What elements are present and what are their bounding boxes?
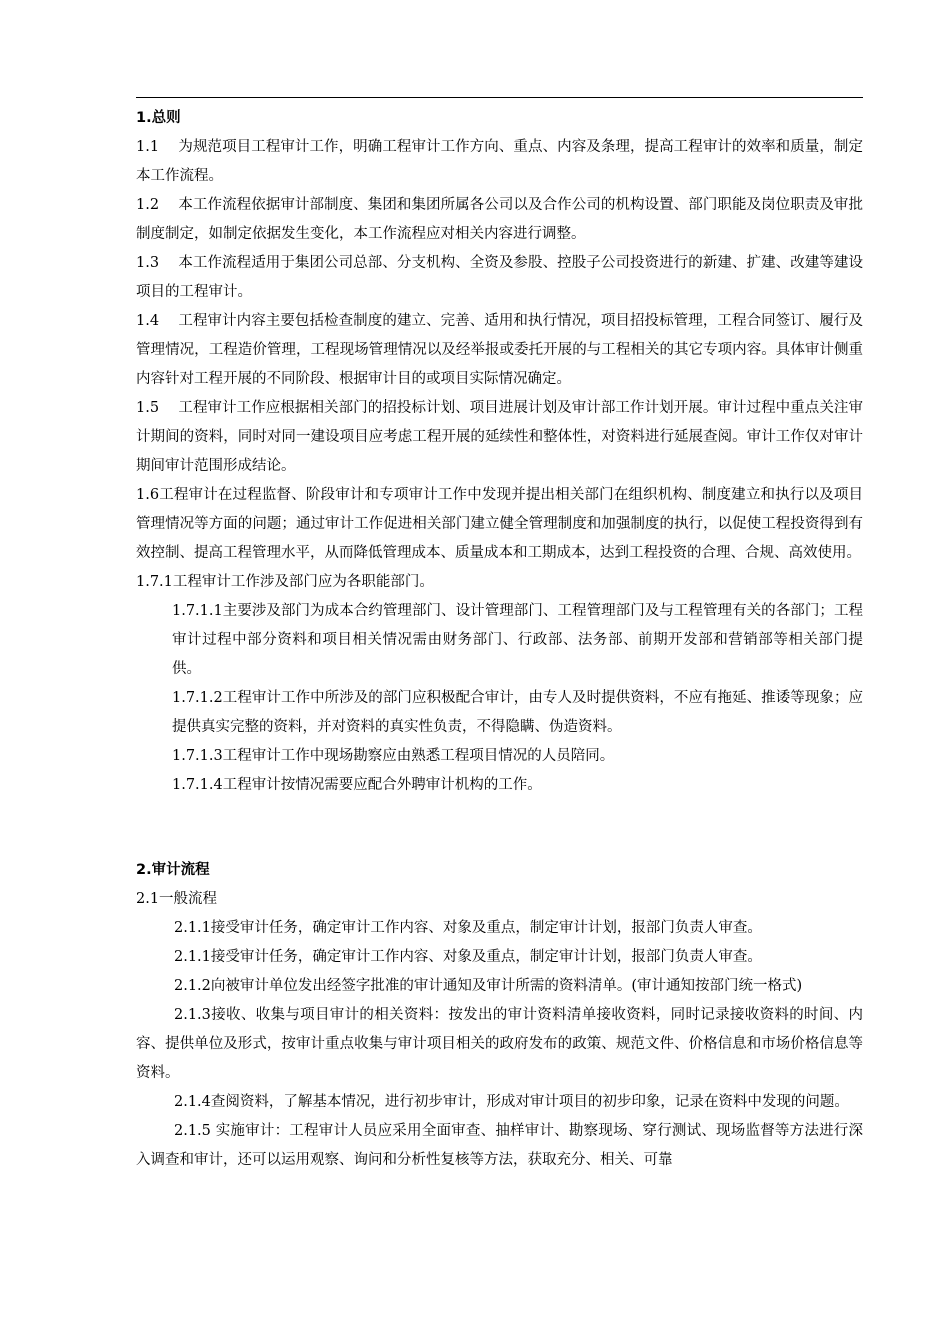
paragraph-1-1: 1.1 为规范项目工程审计工作，明确工程审计工作方向、重点、内容及条理，提高工程审计的效率和质量，制定本工作流程。 — [136, 139, 863, 184]
paragraph-1-7-1-4: 1.7.1.4工程审计按情况需要应配合外聘审计机构的工作。 — [172, 777, 542, 793]
paragraph-1-4: 1.4 工程审计内容主要包括检查制度的建立、完善、适用和执行情况，项目招投标管理，工程合同签订、履行及管理情况，工程造价管理，工程现场管理情况以及经举报或委托开展的与工程相关的其它专项内容。具体审计侧重内容针对工程开展的不同阶段、根据审计目的或项目实际情况确定。 — [136, 313, 863, 387]
paragraph-2-1-4: 2.1.4查阅资料，了解基本情况，进行初步审计，形成对审计项目的初步印象，记录在资料中发现的问题。 — [174, 1094, 849, 1110]
document-body — [136, 104, 863, 1175]
paragraph-2-1-1: 2.1.1接受审计任务，确定审计工作内容、对象及重点，制定审计计划，报部门负责人审查。 — [174, 920, 762, 936]
paragraph-1-7-1: 1.7.1工程审计工作涉及部门应为各职能部门。 — [136, 574, 434, 590]
paragraph-1-7-1-1: 1.7.1.1主要涉及部门为成本合约管理部门、设计管理部门、工程管理部门及与工程管理有关的各部门；工程审计过程中部分资料和项目相关情况需由财务部门、行政部、法务部、前期开发部和营销部等相关部门提供。 — [172, 603, 863, 677]
header-rule — [136, 97, 863, 98]
paragraph-2-1-1-repeat: 2.1.1接受审计任务，确定审计工作内容、对象及重点，制定审计计划，报部门负责人审查。 — [174, 949, 762, 965]
paragraph-1-7-1-2: 1.7.1.2工程审计工作中所涉及的部门应积极配合审计，由专人及时提供资料，不应有拖延、推诿等现象；应提供真实完整的资料，并对资料的真实性负责，不得隐瞒、伪造资料。 — [172, 690, 863, 735]
subheading-general-process: 2.1一般流程 — [136, 891, 218, 907]
section-heading-audit-process: 2.审计流程 — [136, 862, 210, 878]
paragraph-1-3: 1.3 本工作流程适用于集团公司总部、分支机构、全资及参股、控股子公司投资进行的新建、扩建、改建等建设项目的工程审计。 — [136, 255, 863, 300]
section-heading-general: 1.总则 — [136, 110, 181, 126]
paragraph-1-5: 1.5 工程审计工作应根据相关部门的招投标计划、项目进展计划及审计部工作计划开展。审计过程中重点关注审计期间的资料，同时对同一建设项目应考虑工程开展的延续性和整体性，对资料进行延展查阅。审计工作仅对审计期间审计范围形成结论。 — [136, 400, 863, 474]
paragraph-1-6: 1.6工程审计在过程监督、阶段审计和专项审计工作中发现并提出相关部门在组织机构、制度建立和执行以及项目管理情况等方面的问题；通过审计工作促进相关部门建立健全管理制度和加强制度的执行，以促使工程投资得到有效控制、提高工程管理水平，从而降低管理成本、质量成本和工期成本，达到工程投资的合理、合规、高效使用。 — [136, 487, 863, 561]
paragraph-1-2: 1.2 本工作流程依据审计部制度、集团和集团所属各公司以及合作公司的机构设置、部门职能及岗位职责及审批制度制定，如制定依据发生变化，本工作流程应对相关内容进行调整。 — [136, 197, 863, 242]
paragraph-2-1-5: 2.1.5 实施审计：工程审计人员应采用全面审查、抽样审计、勘察现场、穿行测试、现场监督等方法进行深入调查和审计，还可以运用观察、询问和分析性复核等方法，获取充分、相关、可靠 — [136, 1123, 863, 1168]
paragraph-2-1-3: 2.1.3接收、收集与项目审计的相关资料：按发出的审计资料清单接收资料，同时记录接收资料的时间、内容、提供单位及形式，按审计重点收集与审计项目相关的政府发布的政策、规范文件、价格信息和市场价格信息等资料。 — [136, 1007, 863, 1081]
paragraph-1-7-1-3: 1.7.1.3工程审计工作中现场勘察应由熟悉工程项目情况的人员陪同。 — [172, 748, 615, 764]
paragraph-2-1-2: 2.1.2向被审计单位发出经签字批准的审计通知及审计所需的资料清单。(审计通知按部门统一格式) — [174, 978, 803, 994]
section-spacer — [136, 800, 863, 856]
